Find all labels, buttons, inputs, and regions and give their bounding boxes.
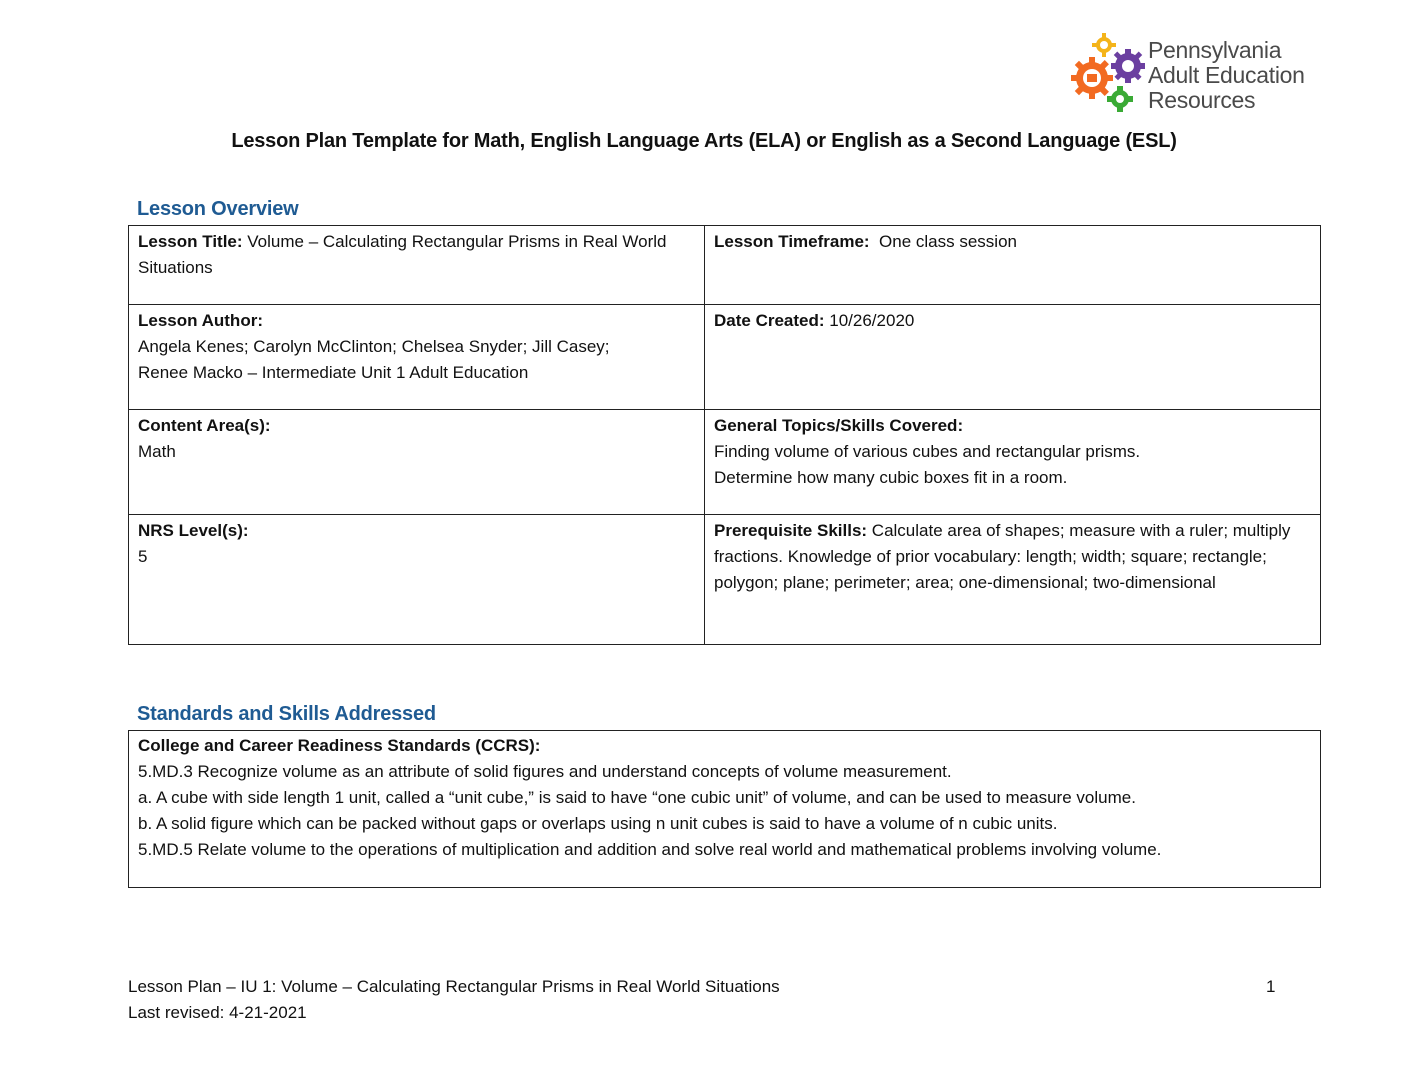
standard-line: 5.MD.3 Recognize volume as an attribute of solid figures and understand concepts of volume measurement.	[138, 762, 952, 781]
lesson-title-cell	[129, 226, 705, 305]
lesson-title-label: Lesson Title:	[138, 232, 243, 251]
prerequisite-skills-value: Calculate area of shapes; measure with a ruler; multiply fractions. Knowledge of prior vocabulary: length; width; square; rectangle; polygon; plane; perimeter; area; one-dimensional; two-dimensional	[714, 521, 1291, 592]
table-row	[129, 226, 1321, 305]
lesson-timeframe-value: One class session	[869, 232, 1017, 251]
footer-last-revised: Last revised: 4-21-2021	[128, 1003, 307, 1022]
lesson-author-label: Lesson Author:	[138, 311, 263, 330]
standard-line: b. A solid figure which can be packed without gaps or overlaps using n unit cubes is said to have a volume of n cubic units.	[138, 814, 1058, 833]
date-created-value: 10/26/2020	[824, 311, 915, 330]
prerequisite-skills-label: Prerequisite Skills:	[714, 521, 868, 540]
nrs-level-cell	[129, 515, 705, 645]
standard-line: 5.MD.5 Relate volume to the operations of multiplication and addition and solve real world and mathematical problems involving volume.	[138, 840, 1162, 859]
ccrs-cell	[129, 731, 1321, 888]
ccrs-label: College and Career Readiness Standards (CCRS):	[138, 736, 541, 755]
logo-line-1: Pennsylvania	[1148, 37, 1282, 63]
footer-lesson-title: Lesson Plan – IU 1: Volume – Calculating Rectangular Prisms in Real World Situations	[128, 977, 780, 996]
content-area-value: Math	[138, 442, 176, 461]
logo-line-3: Resources	[1148, 87, 1256, 113]
nrs-level-value: 5	[138, 547, 148, 566]
lesson-overview-heading: Lesson Overview	[137, 198, 299, 220]
gears-logo-icon	[1068, 30, 1148, 114]
nrs-level-label: NRS Level(s):	[138, 521, 249, 540]
table-row	[129, 515, 1321, 645]
pa-adult-education-logo	[1068, 30, 1348, 114]
prerequisite-skills-cell	[705, 515, 1321, 645]
table-row	[129, 305, 1321, 410]
lesson-timeframe-label: Lesson Timeframe:	[714, 232, 870, 251]
logo-wordmark	[1148, 38, 1305, 113]
logo-line-2: Adult Education	[1148, 62, 1305, 88]
lesson-author-cell	[129, 305, 705, 410]
lesson-title-value: Volume – Calculating Rectangular Prisms in Real World Situations	[138, 232, 667, 277]
general-topics-line-1: Finding volume of various cubes and rectangular prisms.	[714, 442, 1141, 461]
table-row	[129, 410, 1321, 515]
lesson-author-line-1: Angela Kenes; Carolyn McClinton; Chelsea Snyder; Jill Casey;	[138, 337, 610, 356]
lesson-overview-table	[128, 225, 1321, 645]
standard-line: a. A cube with side length 1 unit, called a “unit cube,” is said to have “one cubic unit” of volume, and can be used to measure volume.	[138, 788, 1136, 807]
date-created-cell	[705, 305, 1321, 410]
document-title: Lesson Plan Template for Math, English Language Arts (ELA) or English as a Second Language (ESL)	[231, 130, 1177, 152]
content-area-label: Content Area(s):	[138, 416, 271, 435]
general-topics-line-2: Determine how many cubic boxes fit in a room.	[714, 468, 1068, 487]
table-row	[129, 731, 1321, 888]
general-topics-cell	[705, 410, 1321, 515]
general-topics-label: General Topics/Skills Covered:	[714, 416, 964, 435]
page-footer	[128, 974, 780, 1026]
page-number: 1	[1266, 977, 1276, 996]
standards-table	[128, 730, 1321, 888]
date-created-label: Date Created:	[714, 311, 825, 330]
lesson-author-line-2: Renee Macko – Intermediate Unit 1 Adult Education	[138, 363, 529, 382]
standards-heading: Standards and Skills Addressed	[137, 703, 436, 725]
lesson-timeframe-cell	[705, 226, 1321, 305]
content-area-cell	[129, 410, 705, 515]
